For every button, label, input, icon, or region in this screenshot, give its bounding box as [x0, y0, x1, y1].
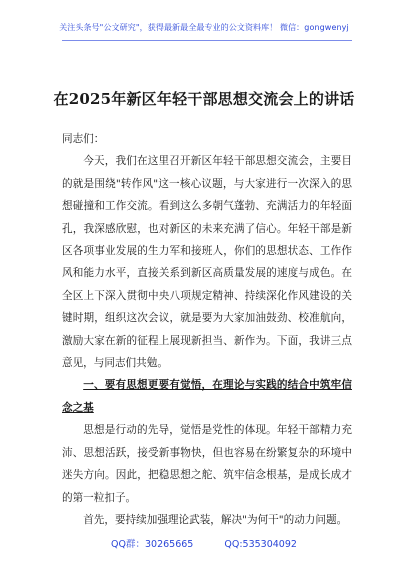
paragraph-intro: 今天，我们在这里召开新区年轻干部思想交流会，主要目的就是围绕"转作风"这一核心议题，与大家进行一次深入的思想碰撞和工作交流。看到这么多朝气蓬勃、充满活力的年轻面孔，我深感欣慰，也对新区的未来充满了信心。年轻干部是新区各项事业发展的生力军和接班人，你们的思想状态、工作作风和能力水平，直接关系到新区高质量发展的速度与成色。在全区上下深入贯彻中央八项规定精神、持续深化作风建设的关键时期，组织这次会议，就是要为大家加油鼓劲、校准航向，激励大家在新的征程上展现新担当、新作为。下面，我讲三点意见，与同志们共勉。 — [62, 155, 352, 370]
paragraph-first-point: 首先，要持续加强理论武装，解决"为何干"的动力问题。 — [83, 513, 348, 526]
section-heading — [62, 374, 352, 419]
document-body — [62, 128, 352, 531]
footer-qq-group: QQ群：30265665 — [111, 539, 194, 550]
footer-qq-number: QQ:535304092 — [224, 539, 297, 550]
paragraph-thought: 思想是行动的先导，觉悟是党性的体现。年轻干部精力充沛、思想活跃，接受新事物快，但也容易在纷繁复杂的环境中迷失方向。因此，把稳思想之舵、筑牢信念根基，是成长成才的第一粒扣子。 — [62, 424, 352, 504]
page-header: 关注头条号"公文研究"，获得最新最全最专业的公文资料库！ 微信：gongwenyj — [59, 23, 349, 32]
document-title: 在2025年新区年轻干部思想交流会上的讲话 — [53, 90, 355, 108]
salutation: 同志们： — [62, 133, 105, 145]
page-footer — [0, 536, 408, 550]
header-divider — [62, 40, 352, 41]
section-heading-text: 一、要有思想更要有觉悟，在理论与实践的结合中筑牢信念之基 — [62, 379, 352, 414]
